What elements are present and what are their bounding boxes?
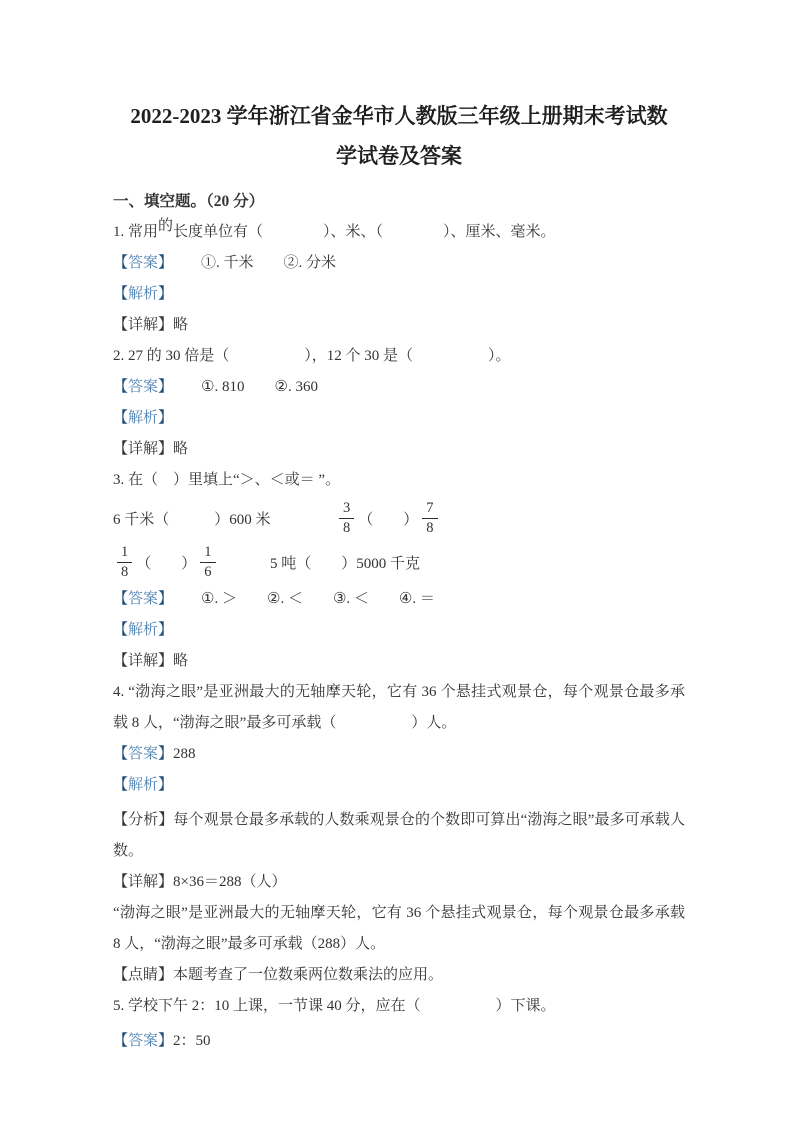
answer-value-q4: 288 xyxy=(173,746,196,762)
jiexi-tag: 【解析】 xyxy=(113,777,174,793)
question-5-text: 5. 学校下午 2：10 上课，一节课 40 分，应在（ ）下课。 xyxy=(113,998,556,1014)
answer-line-q1 xyxy=(113,248,685,279)
dianjing-line-q4 xyxy=(113,960,685,991)
fraction-1-8: $\frac{1}{8}$ xyxy=(117,544,132,580)
answer-tag: 【答案】 xyxy=(113,379,174,395)
xiangjie-calc-q4: 8×36＝288（人） xyxy=(173,874,287,890)
section-heading: 一、填空题。（20 分） xyxy=(113,193,265,210)
fraction-7-8: $\frac{7}{8}$ xyxy=(422,500,437,536)
jiexi-tag: 【解析】 xyxy=(113,622,174,638)
compare-item-4: 5 吨（ ）5000 千克 xyxy=(270,555,421,572)
xiangjie-line-q1 xyxy=(113,310,685,341)
fraction-3-8: $\frac{3}{8}$ xyxy=(339,500,354,536)
answer-line-q5 xyxy=(113,1026,685,1057)
answer-line-q3 xyxy=(113,584,685,615)
xiangjie-value-q3: 略 xyxy=(173,653,189,669)
answer-tag: 【答案】 xyxy=(113,591,174,607)
jiexi-line-q3 xyxy=(113,615,685,646)
xiangjie-line-q4 xyxy=(113,867,685,898)
answer-tag: 【答案】 xyxy=(113,746,174,762)
jiexi-tag: 【解析】 xyxy=(113,286,174,302)
question-1-prefix: 1. 常用 xyxy=(113,224,159,240)
compare-item-1: 6 千米（ ）600 米 xyxy=(113,511,271,528)
xiangjie-line-q3 xyxy=(113,646,685,677)
xiangjie-tag: 【详解】 xyxy=(113,653,174,669)
xiangjie-tag: 【详解】 xyxy=(113,874,174,890)
answer-line-q4 xyxy=(113,739,685,770)
xiangjie-line-q2 xyxy=(113,434,685,465)
answer-line-q2 xyxy=(113,372,685,403)
question-2-text: 2. 27 的 30 倍是（ ），12 个 30 是（ ）。 xyxy=(113,348,511,364)
xiangjie-value-q1: 略 xyxy=(173,317,189,333)
question-1-text xyxy=(113,217,685,248)
question-1-superscript: 的 xyxy=(158,218,174,234)
document-title xyxy=(113,96,685,176)
jiexi-line-q1 xyxy=(113,279,685,310)
xiangjie-tag: 【详解】 xyxy=(113,317,174,333)
question-4-text: 4. “渤海之眼”是亚洲最大的无轴摩天轮，它有 36 个悬挂式观景仓，每个观景仓最多承载 8 人，“渤海之眼”最多可承载（ ）人。 xyxy=(113,684,685,731)
jiexi-line-q4 xyxy=(113,770,685,801)
answer-tag: 【答案】 xyxy=(113,255,174,271)
title-line-2: 学试卷及答案 xyxy=(336,144,462,168)
xiangjie-tag: 【详解】 xyxy=(113,441,174,457)
fenxi-line-q4 xyxy=(113,805,685,867)
question-1-rest: 长度单位有（ ）、米、（ ）、厘米、毫米。 xyxy=(173,224,556,240)
jiexi-tag: 【解析】 xyxy=(113,410,174,426)
answer-tag: 【答案】 xyxy=(113,1033,174,1049)
xiangjie-paragraph-q4: “渤海之眼”是亚洲最大的无轴摩天轮，它有 36 个悬挂式观景仓，每个观景仓最多承载 8 人，“渤海之眼”最多可承载（288）人。 xyxy=(113,905,685,952)
compare-item-3-paren: （ ） xyxy=(136,555,197,572)
xiangjie-value-q2: 略 xyxy=(173,441,189,457)
question-3-text: 3. 在（ ）里填上“＞、＜或＝ ”。 xyxy=(113,472,341,488)
fenxi-value-q4: 每个观景仓最多承载的人数乘观景仓的个数即可算出“渤海之眼”最多可承载人数。 xyxy=(113,812,685,859)
dianjing-value-q4: 本题考查了一位数乘两位数乘法的应用。 xyxy=(173,967,444,983)
answer-value-q2: ①. 810 ②. 360 xyxy=(201,379,318,395)
answer-value-q1: ①. 千米 ②. 分米 xyxy=(201,255,337,271)
compare-row-2 xyxy=(113,540,685,584)
answer-value-q3: ①. ＞ ②. ＜ ③. ＜ ④. ＝ xyxy=(201,591,435,607)
answer-value-q5: 2：50 xyxy=(173,1033,211,1049)
compare-item-3 xyxy=(113,544,270,580)
compare-item-2 xyxy=(335,500,442,536)
jiexi-line-q2 xyxy=(113,403,685,434)
fraction-1-6: $\frac{1}{6}$ xyxy=(200,544,215,580)
title-line-1: 2022-2023 学年浙江省金华市人教版三年级上册期末考试数 xyxy=(130,104,668,128)
compare-row-1 xyxy=(113,496,685,540)
dianjing-tag: 【点睛】 xyxy=(113,967,174,983)
compare-item-2-paren: （ ） xyxy=(358,511,419,528)
fenxi-tag: 【分析】 xyxy=(113,812,174,828)
